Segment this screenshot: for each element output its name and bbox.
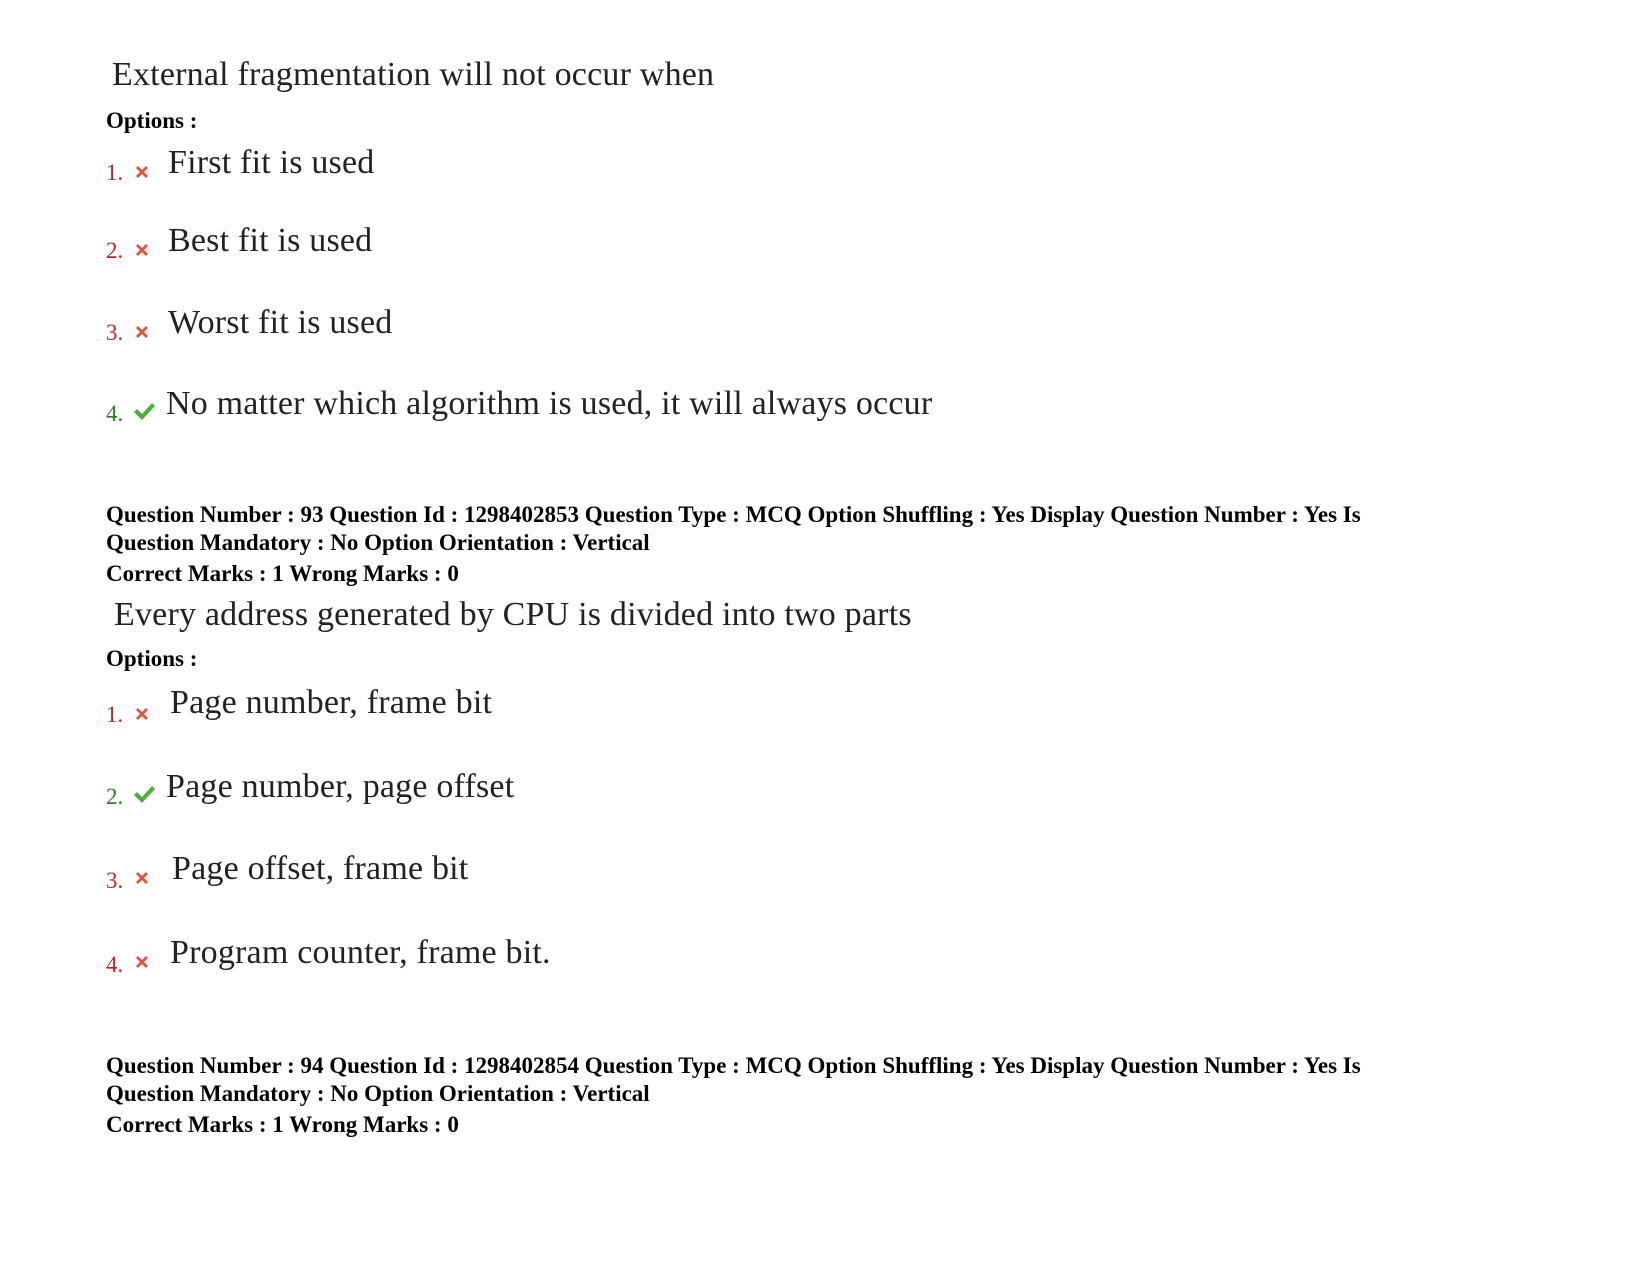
option-item <box>106 768 1306 818</box>
option-number: 3. <box>106 868 124 893</box>
cross-icon <box>132 868 152 888</box>
question-text: External fragmentation will not occur when <box>112 56 715 93</box>
question-marks: Correct Marks : 1 Wrong Marks : 0 <box>106 1112 459 1137</box>
option-item <box>106 144 1306 194</box>
option-text: Best fit is used <box>168 222 373 259</box>
option-text: No matter which algorithm is used, it will always occur <box>166 385 933 422</box>
question-meta <box>106 501 1361 557</box>
question-meta <box>106 1052 1361 1108</box>
option-text: First fit is used <box>168 144 375 181</box>
option-text: Page number, page offset <box>166 768 515 805</box>
question-meta-line-1: Question Number : 93 Question Id : 1298402853 Question Type : MCQ Option Shuffling : Yes Display Question Number : Yes Is <box>106 502 1361 527</box>
option-item <box>106 934 1306 984</box>
option-number: 1. <box>106 702 124 727</box>
option-text: Program counter, frame bit. <box>170 934 551 971</box>
option-item <box>106 684 1306 734</box>
question-meta-line-2: Question Mandatory : No Option Orientation : Vertical <box>106 530 650 555</box>
question-meta-line-1: Question Number : 94 Question Id : 1298402854 Question Type : MCQ Option Shuffling : Yes Display Question Number : Yes Is <box>106 1053 1361 1078</box>
option-item <box>106 222 1306 272</box>
cross-icon <box>132 952 152 972</box>
option-number: 3. <box>106 320 124 345</box>
option-number: 2. <box>106 238 124 263</box>
question-text: Every address generated by CPU is divided into two parts <box>114 596 912 633</box>
option-number: 4. <box>106 401 124 426</box>
question-marks: Correct Marks : 1 Wrong Marks : 0 <box>106 561 459 586</box>
option-item <box>106 304 1306 354</box>
option-number: 2. <box>106 784 124 809</box>
option-item <box>106 850 1306 900</box>
check-icon <box>132 782 156 806</box>
options-label: Options : <box>106 108 198 133</box>
option-item <box>106 385 1306 435</box>
option-number: 1. <box>106 160 124 185</box>
cross-icon <box>132 162 152 182</box>
check-icon <box>132 399 156 423</box>
option-text: Page number, frame bit <box>170 684 493 721</box>
cross-icon <box>132 240 152 260</box>
options-label: Options : <box>106 646 198 671</box>
option-number: 4. <box>106 952 124 977</box>
cross-icon <box>132 704 152 724</box>
question-meta-line-2: Question Mandatory : No Option Orientation : Vertical <box>106 1081 650 1106</box>
cross-icon <box>132 322 152 342</box>
option-text: Worst fit is used <box>168 304 393 341</box>
option-text: Page offset, frame bit <box>172 850 469 887</box>
